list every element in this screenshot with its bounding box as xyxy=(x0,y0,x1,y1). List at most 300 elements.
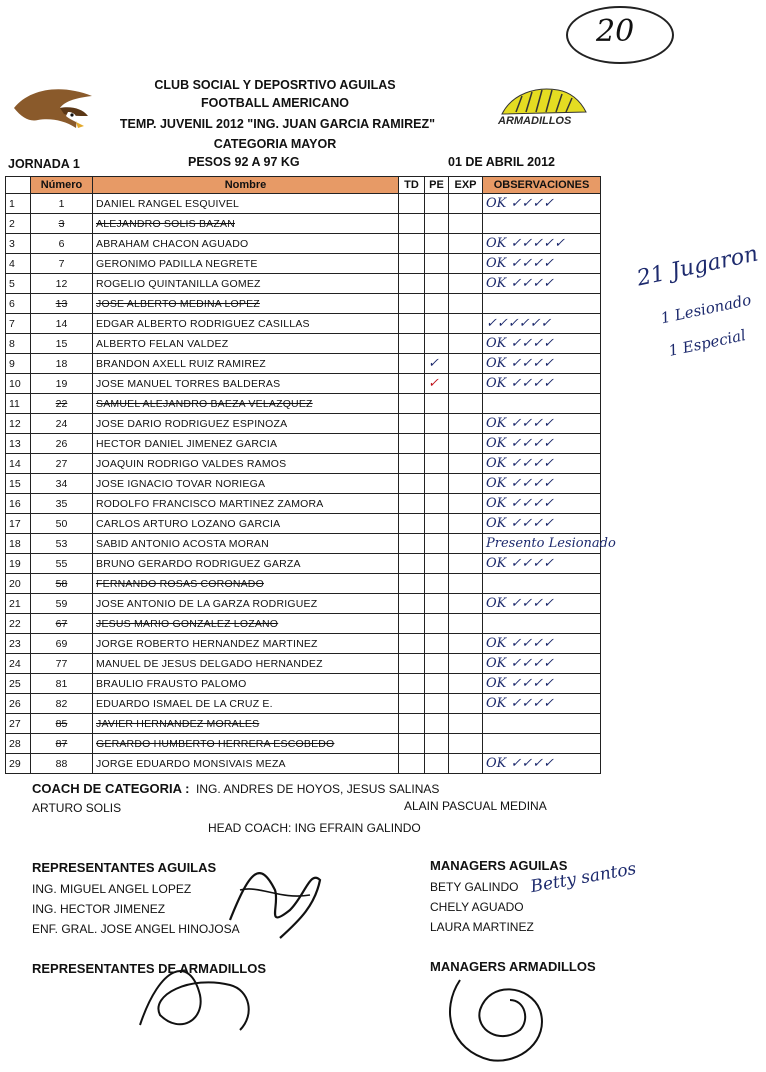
row-index xyxy=(6,594,31,614)
date: 01 DE ABRIL 2012 xyxy=(448,155,555,169)
observation xyxy=(483,194,601,214)
td-cell xyxy=(399,434,425,454)
exp-cell xyxy=(449,354,483,374)
row-index xyxy=(6,474,31,494)
jersey-number xyxy=(31,714,93,734)
exp-cell xyxy=(449,334,483,354)
row-index xyxy=(6,434,31,454)
row-index-text: 20 xyxy=(9,577,21,590)
jersey-number xyxy=(31,514,93,534)
jersey-number-text: 58 xyxy=(55,577,68,590)
jersey-number xyxy=(31,274,93,294)
observation xyxy=(483,414,601,434)
observation xyxy=(483,274,601,294)
pe-cell xyxy=(425,374,449,394)
td-cell xyxy=(399,514,425,534)
observation-text: OK ✓✓✓✓ xyxy=(486,636,555,651)
jersey-number-text: 7 xyxy=(58,257,65,270)
side-note-line2: 1 Lesionado xyxy=(659,290,753,328)
jersey-number-text: 19 xyxy=(55,377,68,390)
row-index-text: 8 xyxy=(9,337,15,350)
player-name-text: ROGELIO QUINTANILLA GOMEZ xyxy=(96,277,261,290)
player-name xyxy=(93,654,399,674)
jersey-number-text: 69 xyxy=(55,637,68,650)
player-name-text: ALBERTO FELAN VALDEZ xyxy=(96,337,229,350)
td-cell xyxy=(399,294,425,314)
observation-text: OK ✓✓✓✓ xyxy=(486,336,555,351)
observation-text: OK ✓✓✓✓ xyxy=(486,356,555,371)
table-row xyxy=(6,594,601,614)
observation-text: OK ✓✓✓✓ xyxy=(486,756,555,771)
jornada: JORNADA 1 xyxy=(8,157,80,171)
row-index xyxy=(6,554,31,574)
pe-cell xyxy=(425,334,449,354)
td-cell xyxy=(399,634,425,654)
jersey-number-text: 14 xyxy=(55,317,68,330)
rep-aguilas-2: ING. HECTOR JIMENEZ xyxy=(32,902,166,916)
jersey-number-text: 24 xyxy=(55,417,68,430)
observation xyxy=(483,314,601,334)
player-name-text: JOSE DARIO RODRIGUEZ ESPINOZA xyxy=(96,417,288,430)
row-index-text: 13 xyxy=(9,437,21,450)
td-cell xyxy=(399,354,425,374)
observation xyxy=(483,334,601,354)
table-row xyxy=(6,414,601,434)
td-cell xyxy=(399,534,425,554)
observation xyxy=(483,454,601,474)
pe-cell xyxy=(425,754,449,774)
td-cell xyxy=(399,494,425,514)
jersey-number-text: 50 xyxy=(55,517,68,530)
table-row xyxy=(6,554,601,574)
pe-cell xyxy=(425,194,449,214)
pe-cell xyxy=(425,554,449,574)
jersey-number-text: 88 xyxy=(55,757,68,770)
row-index-text: 19 xyxy=(9,557,21,570)
observation-text: OK ✓✓✓✓ xyxy=(486,556,555,571)
player-name xyxy=(93,234,399,254)
jersey-number xyxy=(31,314,93,334)
row-index xyxy=(6,274,31,294)
jersey-number xyxy=(31,674,93,694)
row-index-text: 26 xyxy=(9,697,21,710)
player-name-text: JORGE EDUARDO MONSIVAIS MEZA xyxy=(96,757,286,770)
row-index-text: 10 xyxy=(9,377,21,390)
exp-cell xyxy=(449,214,483,234)
td-cell xyxy=(399,394,425,414)
pe-cell xyxy=(425,394,449,414)
table-row xyxy=(6,394,601,414)
player-name-text: BRUNO GERARDO RODRIGUEZ GARZA xyxy=(96,557,301,570)
jersey-number-text: 81 xyxy=(55,677,68,690)
row-index xyxy=(6,514,31,534)
pe-cell xyxy=(425,614,449,634)
exp-cell xyxy=(449,494,483,514)
jersey-number-text: 6 xyxy=(58,237,65,250)
row-index xyxy=(6,374,31,394)
jersey-number xyxy=(31,294,93,314)
player-name-text: JAVIER HERNANDEZ MORALES xyxy=(96,717,260,730)
exp-cell xyxy=(449,454,483,474)
observation-text: OK ✓✓✓✓ xyxy=(486,276,555,291)
row-index-text: 21 xyxy=(9,597,21,610)
td-cell xyxy=(399,714,425,734)
observation-text: ✓✓✓✓✓✓ xyxy=(486,316,552,331)
row-index-text: 25 xyxy=(9,677,21,690)
signature-armadillos-rep xyxy=(120,935,270,1045)
pe-cell xyxy=(425,454,449,474)
jersey-number xyxy=(31,214,93,234)
td-cell xyxy=(399,234,425,254)
roster-table xyxy=(5,176,616,774)
jersey-number xyxy=(31,694,93,714)
row-index xyxy=(6,454,31,474)
jersey-number-text: 87 xyxy=(55,737,68,750)
observation-text: OK ✓✓✓✓ xyxy=(486,436,555,451)
player-name xyxy=(93,674,399,694)
player-name xyxy=(93,474,399,494)
player-name-text: JOSE MANUEL TORRES BALDERAS xyxy=(96,377,281,390)
observation-text: OK ✓✓✓✓ xyxy=(486,596,555,611)
observation xyxy=(483,534,616,554)
row-index-text: 24 xyxy=(9,657,21,670)
jersey-number xyxy=(31,234,93,254)
table-row xyxy=(6,574,601,594)
player-name xyxy=(93,274,399,294)
row-index-text: 17 xyxy=(9,517,21,530)
col-numero-header: Número xyxy=(31,177,93,194)
exp-cell xyxy=(449,234,483,254)
exp-cell xyxy=(449,194,483,214)
exp-cell xyxy=(449,414,483,434)
exp-cell xyxy=(449,654,483,674)
managers-armadillos-title: MANAGERS ARMADILLOS xyxy=(430,959,596,974)
exp-cell xyxy=(449,274,483,294)
observation xyxy=(483,474,601,494)
row-index xyxy=(6,634,31,654)
season-title: TEMP. JUVENIL 2012 "ING. JUAN GARCIA RAMIREZ" xyxy=(119,117,436,131)
table-row xyxy=(6,374,601,394)
jersey-number xyxy=(31,454,93,474)
observation xyxy=(483,634,601,654)
exp-cell xyxy=(449,474,483,494)
pe-cell xyxy=(425,694,449,714)
exp-cell xyxy=(449,754,483,774)
player-name xyxy=(93,254,399,274)
jersey-number xyxy=(31,194,93,214)
exp-cell xyxy=(449,294,483,314)
jersey-number-text: 67 xyxy=(55,617,68,630)
aguilas-logo xyxy=(12,82,94,134)
exp-cell xyxy=(449,434,483,454)
rep-aguilas-1: ING. MIGUEL ANGEL LOPEZ xyxy=(32,882,192,896)
exp-cell xyxy=(449,634,483,654)
player-name xyxy=(93,634,399,654)
col-pe-header: PE xyxy=(425,177,449,194)
pe-cell xyxy=(425,734,449,754)
observation-text: OK ✓✓✓✓ xyxy=(486,696,555,711)
row-index xyxy=(6,694,31,714)
row-index-text: 9 xyxy=(9,357,15,370)
td-cell xyxy=(399,674,425,694)
observation xyxy=(483,694,601,714)
row-index xyxy=(6,394,31,414)
row-index-text: 12 xyxy=(9,417,21,430)
observation-text: OK ✓✓✓✓ xyxy=(486,676,555,691)
table-row xyxy=(6,714,601,734)
jersey-number-text: 3 xyxy=(58,217,65,230)
table-row xyxy=(6,694,601,714)
exp-cell xyxy=(449,574,483,594)
observation-text: OK ✓✓✓✓✓ xyxy=(486,236,565,251)
observation-text: OK ✓✓✓✓ xyxy=(486,416,555,431)
observation-text: OK ✓✓✓✓ xyxy=(486,376,555,391)
observation xyxy=(483,754,601,774)
pe-cell xyxy=(425,474,449,494)
player-name xyxy=(93,214,399,234)
row-index-text: 23 xyxy=(9,637,21,650)
pe-cell xyxy=(425,534,449,554)
td-cell xyxy=(399,594,425,614)
jersey-number-text: 13 xyxy=(55,297,68,310)
jersey-number xyxy=(31,574,93,594)
exp-cell xyxy=(449,554,483,574)
pe-cell xyxy=(425,594,449,614)
player-name-text: EDGAR ALBERTO RODRIGUEZ CASILLAS xyxy=(96,317,310,330)
page-number: 20 xyxy=(596,14,635,49)
head-coach: HEAD COACH: ING EFRAIN GALINDO xyxy=(208,821,421,835)
weight-range: PESOS 92 A 97 KG xyxy=(188,155,300,169)
observation-text: OK ✓✓✓✓ xyxy=(486,656,555,671)
player-name xyxy=(93,534,399,554)
player-name-text: SAMUEL ALEJANDRO BAEZA VELAZQUEZ xyxy=(96,397,313,410)
td-cell xyxy=(399,374,425,394)
manager-aguilas-2: CHELY AGUADO xyxy=(430,900,524,914)
row-index-text: 16 xyxy=(9,497,21,510)
row-index xyxy=(6,314,31,334)
td-cell xyxy=(399,414,425,434)
player-name-text: JOAQUIN RODRIGO VALDES RAMOS xyxy=(96,457,287,470)
exp-cell xyxy=(449,514,483,534)
table-row xyxy=(6,674,601,694)
row-index xyxy=(6,534,31,554)
signature-armadillos-manager xyxy=(430,960,570,1070)
observation xyxy=(483,674,601,694)
pe-cell-text: ✓ xyxy=(428,376,439,391)
manager-aguilas-1: BETY GALINDO xyxy=(430,880,519,894)
player-name xyxy=(93,454,399,474)
table-row xyxy=(6,514,601,534)
player-name xyxy=(93,574,399,594)
col-observaciones-header: OBSERVACIONES xyxy=(483,177,601,194)
row-index-text: 28 xyxy=(9,737,21,750)
row-index-text: 22 xyxy=(9,617,21,630)
jersey-number xyxy=(31,654,93,674)
row-index xyxy=(6,674,31,694)
player-name-text: MANUEL DE JESUS DELGADO HERNANDEZ xyxy=(96,657,323,670)
pe-cell xyxy=(425,294,449,314)
td-cell xyxy=(399,334,425,354)
player-name-text: RODOLFO FRANCISCO MARTINEZ ZAMORA xyxy=(96,497,324,510)
observation-text: OK ✓✓✓✓ xyxy=(486,196,555,211)
pe-cell xyxy=(425,514,449,534)
td-cell xyxy=(399,574,425,594)
observation xyxy=(483,214,601,234)
jersey-number-text: 18 xyxy=(55,357,68,370)
pe-cell xyxy=(425,214,449,234)
player-name xyxy=(93,314,399,334)
observation xyxy=(483,234,601,254)
row-index-text: 3 xyxy=(9,237,15,250)
table-row xyxy=(6,454,601,474)
player-name-text: EDUARDO ISMAEL DE LA CRUZ E. xyxy=(96,697,273,710)
col-nombre-header: Nombre xyxy=(93,177,399,194)
pe-cell xyxy=(425,674,449,694)
jersey-number xyxy=(31,394,93,414)
table-row xyxy=(6,534,601,554)
player-name-text: GERONIMO PADILLA NEGRETE xyxy=(96,257,258,270)
table-row xyxy=(6,274,601,294)
row-index xyxy=(6,754,31,774)
side-note-line1: 21 Jugaron xyxy=(634,241,761,292)
jersey-number-text: 85 xyxy=(55,717,68,730)
player-name xyxy=(93,714,399,734)
row-index xyxy=(6,254,31,274)
observation-text: Presento Lesionado xyxy=(486,536,616,551)
jersey-number-text: 26 xyxy=(55,437,68,450)
observation xyxy=(483,734,601,754)
exp-cell xyxy=(449,694,483,714)
pe-cell-text: ✓ xyxy=(428,356,439,371)
table-row xyxy=(6,214,601,234)
row-index xyxy=(6,294,31,314)
pe-cell xyxy=(425,574,449,594)
row-index xyxy=(6,734,31,754)
td-cell xyxy=(399,554,425,574)
td-cell xyxy=(399,754,425,774)
td-cell xyxy=(399,274,425,294)
observation-text: OK ✓✓✓✓ xyxy=(486,256,555,271)
jersey-number-text: 82 xyxy=(55,697,68,710)
observation xyxy=(483,614,601,634)
player-name xyxy=(93,194,399,214)
row-index-text: 7 xyxy=(9,317,15,330)
col-index-header xyxy=(6,177,31,194)
row-index-text: 29 xyxy=(9,757,21,770)
jersey-number xyxy=(31,374,93,394)
jersey-number xyxy=(31,534,93,554)
player-name-text: FERNANDO ROSAS CORONADO xyxy=(96,577,264,590)
row-index xyxy=(6,414,31,434)
player-name-text: CARLOS ARTURO LOZANO GARCIA xyxy=(96,517,281,530)
observation xyxy=(483,594,601,614)
observation xyxy=(483,574,601,594)
table-row xyxy=(6,434,601,454)
row-index xyxy=(6,494,31,514)
table-row xyxy=(6,614,601,634)
row-index xyxy=(6,614,31,634)
observation xyxy=(483,294,601,314)
exp-cell xyxy=(449,734,483,754)
table-row xyxy=(6,734,601,754)
player-name xyxy=(93,354,399,374)
exp-cell xyxy=(449,594,483,614)
club-title: CLUB SOCIAL Y DEPOSRTIVO AGUILAS xyxy=(154,78,396,92)
row-index xyxy=(6,194,31,214)
player-name xyxy=(93,694,399,714)
exp-cell xyxy=(449,534,483,554)
jersey-number xyxy=(31,334,93,354)
player-name xyxy=(93,514,399,534)
player-name-text: BRANDON AXELL RUIZ RAMIREZ xyxy=(96,357,266,370)
player-name-text: JOSE ANTONIO DE LA GARZA RODRIGUEZ xyxy=(96,597,318,610)
category-title: CATEGORIA MAYOR xyxy=(213,137,337,151)
td-cell xyxy=(399,214,425,234)
jersey-number xyxy=(31,414,93,434)
jersey-number xyxy=(31,594,93,614)
observation xyxy=(483,714,601,734)
player-name xyxy=(93,374,399,394)
jersey-number xyxy=(31,354,93,374)
td-cell xyxy=(399,654,425,674)
row-index-text: 11 xyxy=(9,397,20,410)
player-name-text: JESUS MARIO GONZALEZ LOZANO xyxy=(96,617,279,630)
roster-body xyxy=(6,194,616,774)
exp-cell xyxy=(449,714,483,734)
observation xyxy=(483,434,601,454)
player-name xyxy=(93,414,399,434)
td-cell xyxy=(399,614,425,634)
player-name-text: ABRAHAM CHACON AGUADO xyxy=(96,237,249,250)
td-cell xyxy=(399,254,425,274)
representantes-aguilas-title: REPRESENTANTES AGUILAS xyxy=(32,860,217,875)
col-td-header: TD xyxy=(399,177,425,194)
table-row xyxy=(6,354,601,374)
row-index xyxy=(6,654,31,674)
row-index-text: 6 xyxy=(9,297,15,310)
table-row xyxy=(6,494,601,514)
row-index-text: 27 xyxy=(9,717,21,730)
coach-arturo: ARTURO SOLIS xyxy=(32,801,122,815)
col-exp-header: EXP xyxy=(449,177,483,194)
player-name xyxy=(93,494,399,514)
player-name xyxy=(93,334,399,354)
player-name-text: ALEJANDRO SOLIS BAZAN xyxy=(96,217,235,230)
manager-signature-text: Betty santos xyxy=(529,858,638,898)
exp-cell xyxy=(449,314,483,334)
row-index-text: 1 xyxy=(9,197,15,210)
observation xyxy=(483,374,601,394)
table-row xyxy=(6,314,601,334)
row-index xyxy=(6,574,31,594)
observation-text: OK ✓✓✓✓ xyxy=(486,476,555,491)
representantes-armadillos-title: REPRESENTANTES DE ARMADILLOS xyxy=(32,961,267,976)
jersey-number xyxy=(31,254,93,274)
exp-cell xyxy=(449,674,483,694)
row-index xyxy=(6,354,31,374)
pe-cell xyxy=(425,634,449,654)
jersey-number-text: 35 xyxy=(55,497,68,510)
player-name xyxy=(93,294,399,314)
armadillos-logo-text: ARMADILLOS xyxy=(498,115,572,127)
td-cell xyxy=(399,474,425,494)
managers-aguilas-title: MANAGERS AGUILAS xyxy=(430,858,568,873)
row-index xyxy=(6,714,31,734)
table-row xyxy=(6,254,601,274)
player-name xyxy=(93,734,399,754)
pe-cell xyxy=(425,654,449,674)
jersey-number-text: 34 xyxy=(55,477,68,490)
